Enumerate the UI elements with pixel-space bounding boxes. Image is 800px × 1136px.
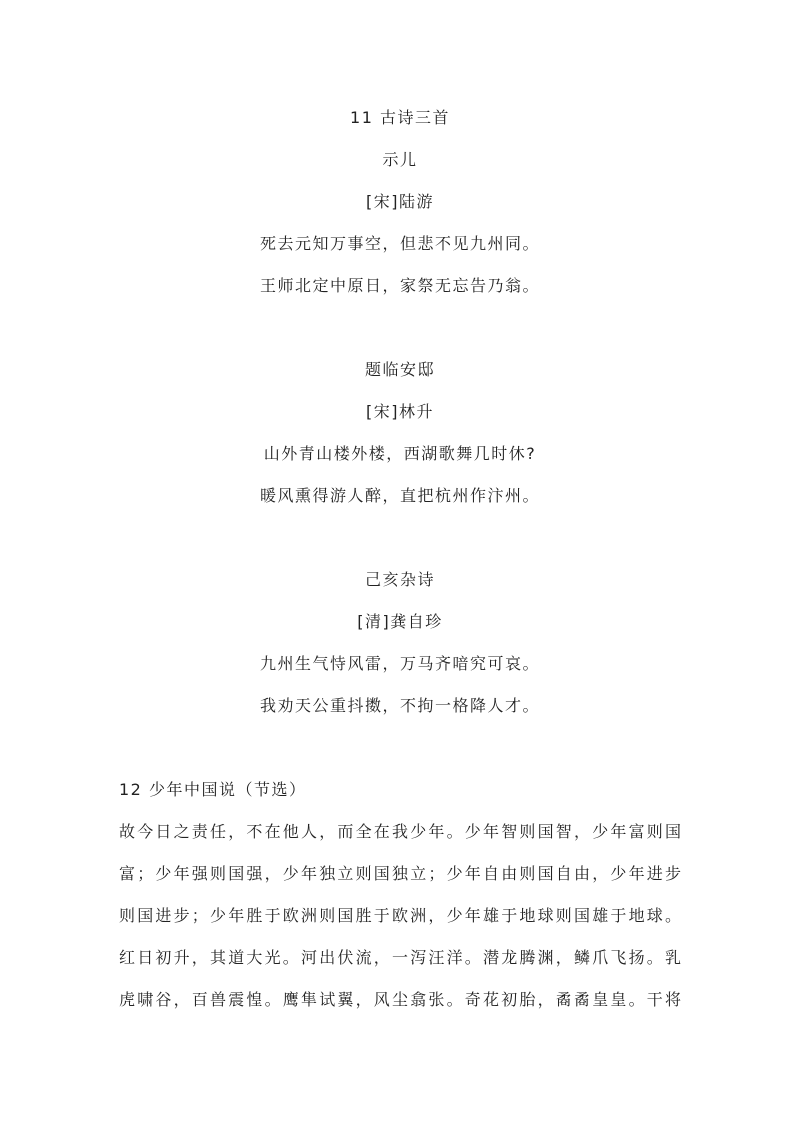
poem-1-line-1: 死去元知万事空，但悲不见九州同。 (259, 234, 540, 253)
prose-line-2: 富；少年强则国强，少年独立则国独立；少年自由则国自由，少年进步 (119, 864, 684, 883)
prose-line-4: 红日初升，其道大光。河出伏流，一泻汪洋。潜龙腾渊，鳞爪飞扬。乳 (119, 948, 684, 967)
poem-1-author: [宋]陆游 (366, 192, 434, 211)
lesson-11-heading: 11 古诗三首 (350, 108, 450, 127)
poem-3-author: [清]龚自珍 (357, 612, 443, 631)
poem-2-title: 题临安邸 (364, 360, 435, 379)
prose-line-5: 虎啸谷，百兽震惶。鹰隼试翼，风尘翕张。奇花初胎，矞矞皇皇。干将 (119, 990, 684, 1009)
poem-2-line-1: 山外青山楼外楼，西湖歌舞几时休? (263, 444, 537, 463)
poem-3-line-1: 九州生气恃风雷，万马齐喑究可哀。 (259, 654, 540, 673)
lesson-12-heading: 12 少年中国说（节选） (119, 780, 307, 799)
poem-1-title: 示儿 (382, 150, 418, 169)
poem-3-line-2: 我劝天公重抖擞，不拘一格降人才。 (259, 696, 540, 715)
prose-line-1: 故今日之责任，不在他人，而全在我少年。少年智则国智，少年富则国 (119, 822, 684, 841)
poem-2-author: [宋]林升 (366, 402, 434, 421)
prose-line-3: 则国进步；少年胜于欧洲则国胜于欧洲，少年雄于地球则国雄于地球。 (119, 906, 684, 925)
poem-3-title: 己亥杂诗 (364, 570, 435, 589)
poem-2-line-2: 暖风熏得游人醉，直把杭州作汴州。 (259, 486, 540, 505)
poem-1-line-2: 王师北定中原日，家祭无忘告乃翁。 (259, 276, 540, 295)
